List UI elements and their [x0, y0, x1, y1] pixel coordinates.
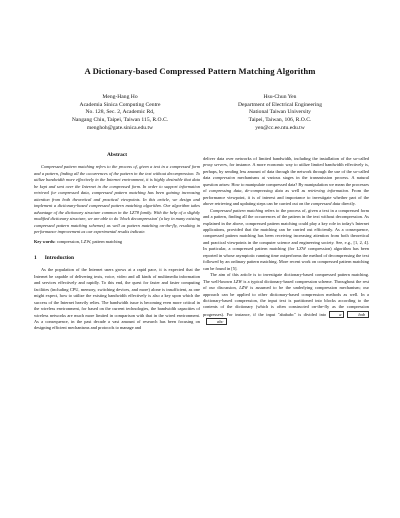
body-paragraph: As the population of the Internet users grows at a rapid pace, it is expected that the Internet be capable of delivering texts, voice, video and all kinds of multimedia information and services effectively and rapidly. To this end, the quest for faster and faster computing facilities (including CPU, memory, switching devices, and more) alone is insufficient, as one might expect, how to utilize the existing bandwidth effectively is also a key upon which the success of the Internet heavily relies. The bandwidth issue is becoming even more critical in the wireless environment, for based on the current technologies, the bandwidth capacities of wireless networks are much more limited in comparison with that in the wired environment. As a consequence, in the past decade a vast amount of research has been focusing on designing efficient mechanisms and protocols to manage and	[34, 267, 200, 331]
author-name: Hsu-Chun Yen	[263, 94, 297, 100]
author-name: Meng-Hang Ho	[102, 94, 138, 100]
keywords-label: Key words:	[34, 239, 56, 245]
author-email: menghoh@gate.sinica.edu.tw	[86, 124, 154, 131]
block-box: abc	[206, 318, 227, 325]
keywords-text: compression, LZW, pattern matching	[56, 239, 123, 245]
author-address: Nangang Chiu, Taipei, Taiwan 115, R.O.C.	[71, 117, 169, 124]
block-box: a	[329, 311, 344, 318]
keywords	[34, 239, 200, 245]
author-affiliation: Department of Electrical Engineering	[237, 101, 323, 108]
author-email: yen@cc.ee.ntu.edu.tw	[255, 124, 305, 131]
body-paragraph: The aim of this article is to investigate dictionary-based compressed pattern matching. The well-known LZW is a typical dictionary-based compression scheme. Throughout the rest of our discussion, LZW is assumed to be the underlying compression mechanism; our approach can be applied to other dictionary-based compression methods as well. In a dictionary-based compression, the input text is partitioned into blocks according to the contents of the dictionary (which is often constructed on-the-fly as the compression progresses). For instance, if the input "abababc" is divided into a bababc	[203, 272, 369, 325]
author-block-1	[45, 94, 195, 133]
abstract-heading: Abstract	[106, 152, 128, 158]
section-heading	[34, 255, 200, 261]
author-address: Taipei, Taiwan, 106, R.O.C.	[248, 117, 312, 124]
paper-title: A Dictionary-based Compressed Pattern Matching Algorithm	[84, 66, 316, 76]
author-affiliation: Academia Sinica Computing Centre	[79, 101, 161, 108]
block-box: bab	[347, 311, 369, 318]
author-address: National Taiwan University	[249, 109, 311, 116]
abstract-text: Compressed pattern matching refers to the process of, given a text in a compressed form and a pattern, finding all the occurrences of the pattern in the text without decompression. To utilize bandwidth more effectively in the Internet environment, it is highly desirable that data be kept and sent over the Internet in the compressed form. In order to support information retrieval for compressed data, compressed pattern matching has been gaining increasing attention from both theoretical and practical viewpoints. In this article, we design and implement a dictionary-based compressed pattern matching algorithm. Our algorithm takes advantage of the dictionary structure common in the LZ78 family. With the help of a slightly modified dictionary structure, we are able to do 'block decompression' (a key in many existing compressed pattern matching schemes) as well as pattern matching on-the-fly, resulting in performance improvement as our experimental results indicate.	[34, 164, 200, 234]
body-paragraph: deliver data over networks of limited bandwidth, including the installation of the so-called proxy servers, for instance. A more economic way to utilize limited bandwidth effectively is, perhaps, by sending less amount of data through the network through the use of the so-called data compression mechanisms at various stages in the transmission process. A natural question arises: How to manipulate compressed data? By manipulation we mean the processes of compressing data, de-compressing data as well as retrieving information. From the performance viewpoint, it is of interest and importance to investigate whether part of the above retrieving and updating steps can be carried out on the compressed data directly.	[203, 156, 369, 207]
body-paragraph: Compressed pattern matching refers to the process of, given a text in a compressed form and a pattern, finding all the occurrences of the pattern in the text without decompression. As explained in the above, compressed pattern matching could play a key role in today's Internet applications, provided that the matching can be carried out efficiently. As a consequence, compressed pattern matching has been receiving increasing attention from both theoretical and practical viewpoints in the computer science and engineering society. See, e.g., [1, 2, 4]. In particular, a compressed pattern matching (for LZW compression) algorithm has been reported in whose asymptotic running time outperforms the method of decompressing the text followed by an ordinary pattern matching. More recent work on compressed pattern matching can be found in [5].	[203, 207, 370, 271]
section-title: Introduction	[44, 254, 74, 261]
author-address: No. 128, Sec. 2, Academic Rd,	[85, 109, 155, 116]
author-block-2	[205, 94, 355, 133]
section-number: 1	[34, 254, 37, 261]
left-column	[34, 152, 200, 332]
right-column	[203, 156, 369, 326]
